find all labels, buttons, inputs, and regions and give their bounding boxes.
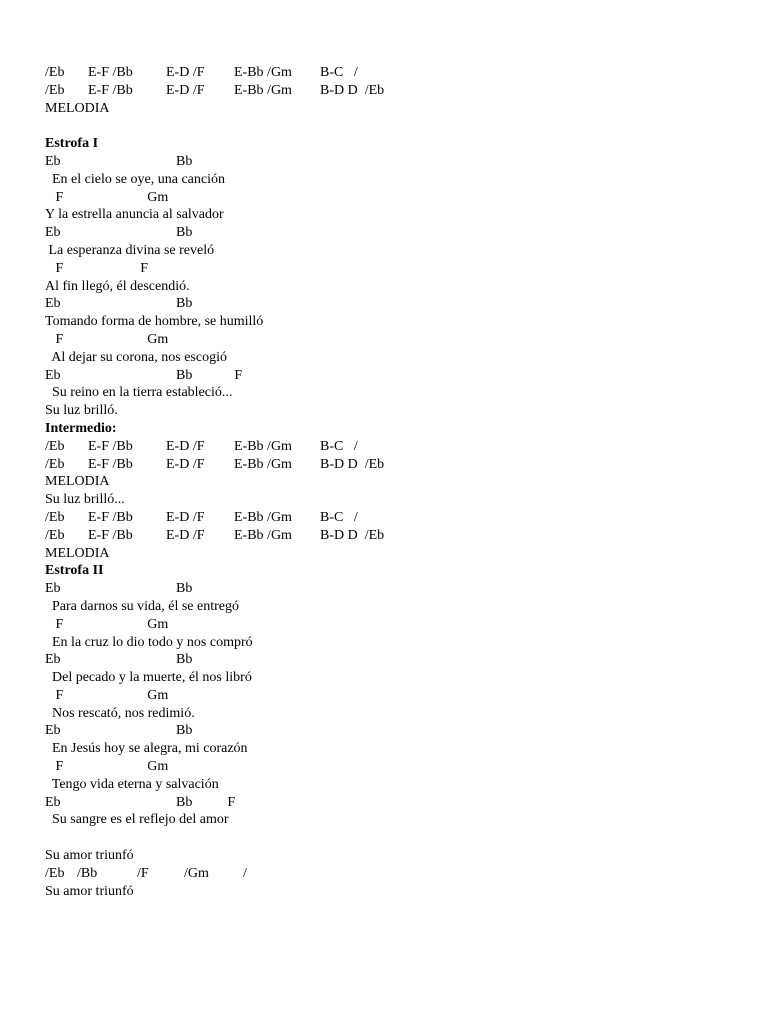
chord-symbol: /Eb [45, 527, 65, 543]
chord-symbol: E-Bb /Gm [234, 438, 292, 454]
lyric-line: F Gm [45, 616, 169, 632]
chord-line [45, 527, 725, 545]
chord-symbol: E-D /F [166, 456, 205, 472]
lyric-line: Tomando forma de hombre, se humilló [45, 314, 264, 330]
chord-symbol: B-C / [320, 65, 358, 80]
chord-symbol: /Eb [45, 509, 65, 525]
lyric-line: F Gm [45, 759, 169, 775]
chord-symbol: E-D /F [166, 527, 205, 543]
chord-symbol: E-Bb /Gm [234, 456, 292, 472]
chord-symbol: / [243, 865, 247, 881]
chord-line [45, 64, 725, 82]
chord-symbol: E-F /Bb [88, 82, 133, 98]
chord-symbol: E-F /Bb [88, 527, 133, 543]
chord-symbol: E-F /Bb [88, 438, 133, 454]
chord-symbol: /Eb [45, 82, 65, 98]
lyric-line: Tengo vida eterna y salvación [45, 776, 219, 792]
lyric-line: F Gm [45, 331, 169, 347]
chord-symbol: B-C / [320, 509, 358, 525]
lyric-line: La esperanza divina se reveló [45, 242, 215, 258]
lyric-line: En el cielo se oye, una canción [45, 171, 225, 187]
lyric-line: Eb Bb [45, 296, 193, 312]
lyric-line: Del pecado y la muerte, él nos libró [45, 670, 252, 686]
blank-line [45, 117, 725, 135]
section-heading: Estrofa I [45, 136, 99, 152]
lyric-line: En la cruz lo dio todo y nos compró [45, 634, 253, 650]
lyric-line: F F [45, 260, 149, 276]
chord-symbol: /Eb [45, 438, 65, 454]
blank-line [45, 829, 725, 847]
lyric-line: Eb Bb [45, 723, 193, 739]
lyric-line: MELODIA [45, 100, 110, 116]
lyric-line: Al fin llegó, él descendió. [45, 278, 190, 294]
section-heading: Estrofa II [45, 563, 104, 579]
chord-symbol: E-D /F [166, 509, 205, 525]
chord-symbol: E-F /Bb [88, 456, 133, 472]
lyric-line: Al dejar su corona, nos escogió [45, 349, 227, 365]
lyric-line: Eb Bb [45, 652, 193, 668]
lyric-line: F Gm [45, 189, 169, 205]
lyric-line: MELODIA [45, 545, 110, 561]
chord-line [45, 438, 725, 456]
lyric-line: En Jesús hoy se alegra, mi corazón [45, 741, 248, 757]
chord-symbol: /Eb [45, 865, 65, 881]
chord-symbol: E-Bb /Gm [234, 82, 292, 98]
lyric-line: Eb Bb [45, 153, 193, 169]
chord-symbol: E-D /F [166, 82, 205, 98]
chord-symbol: B-D D /Eb [320, 456, 385, 472]
lyric-line: Nos rescató, nos redimió. [45, 705, 195, 721]
chord-symbol: /F [137, 865, 149, 881]
lyric-line: F Gm [45, 687, 169, 703]
lyric-line: Eb Bb F [45, 367, 243, 383]
lyric-line: Su luz brilló. [45, 403, 118, 419]
chord-symbol: /Gm [184, 865, 209, 881]
chord-line [45, 509, 725, 527]
lyric-line: Eb Bb [45, 581, 193, 597]
chord-line [45, 865, 725, 883]
chord-symbol: /Eb [45, 65, 65, 80]
lyric-line: Eb Bb [45, 225, 193, 241]
lyric-line: Y la estrella anuncia al salvador [45, 207, 224, 223]
song-sheet [45, 64, 725, 900]
lyric-line: MELODIA [45, 474, 110, 490]
chord-symbol: /Bb [77, 865, 98, 881]
lyric-line: Para darnos su vida, él se entregó [45, 598, 239, 614]
section-heading: Intermedio: [45, 420, 117, 436]
lyric-line: Su amor triunfó [45, 848, 134, 864]
chord-symbol: /Eb [45, 456, 65, 472]
chord-symbol: E-Bb /Gm [234, 527, 292, 543]
lyric-line: Su luz brilló... [45, 492, 125, 508]
lyric-line: Su sangre es el reflejo del amor [45, 812, 229, 828]
lyric-line: Eb Bb F [45, 794, 236, 810]
lyric-line: Su amor triunfó [45, 883, 134, 899]
chord-symbol: B-D D /Eb [320, 82, 385, 98]
chord-line [45, 82, 725, 100]
chord-line [45, 456, 725, 474]
chord-symbol: E-Bb /Gm [234, 509, 292, 525]
chord-symbol: B-C / [320, 438, 358, 454]
chord-symbol: E-F /Bb [88, 509, 133, 525]
chord-symbol: B-D D /Eb [320, 527, 385, 543]
chord-symbol: E-D /F [166, 65, 205, 80]
lyric-line: Su reino en la tierra estableció... [45, 385, 233, 401]
chord-symbol: E-F /Bb [88, 65, 133, 80]
chord-symbol: E-D /F [166, 438, 205, 454]
chord-symbol: E-Bb /Gm [234, 65, 292, 80]
